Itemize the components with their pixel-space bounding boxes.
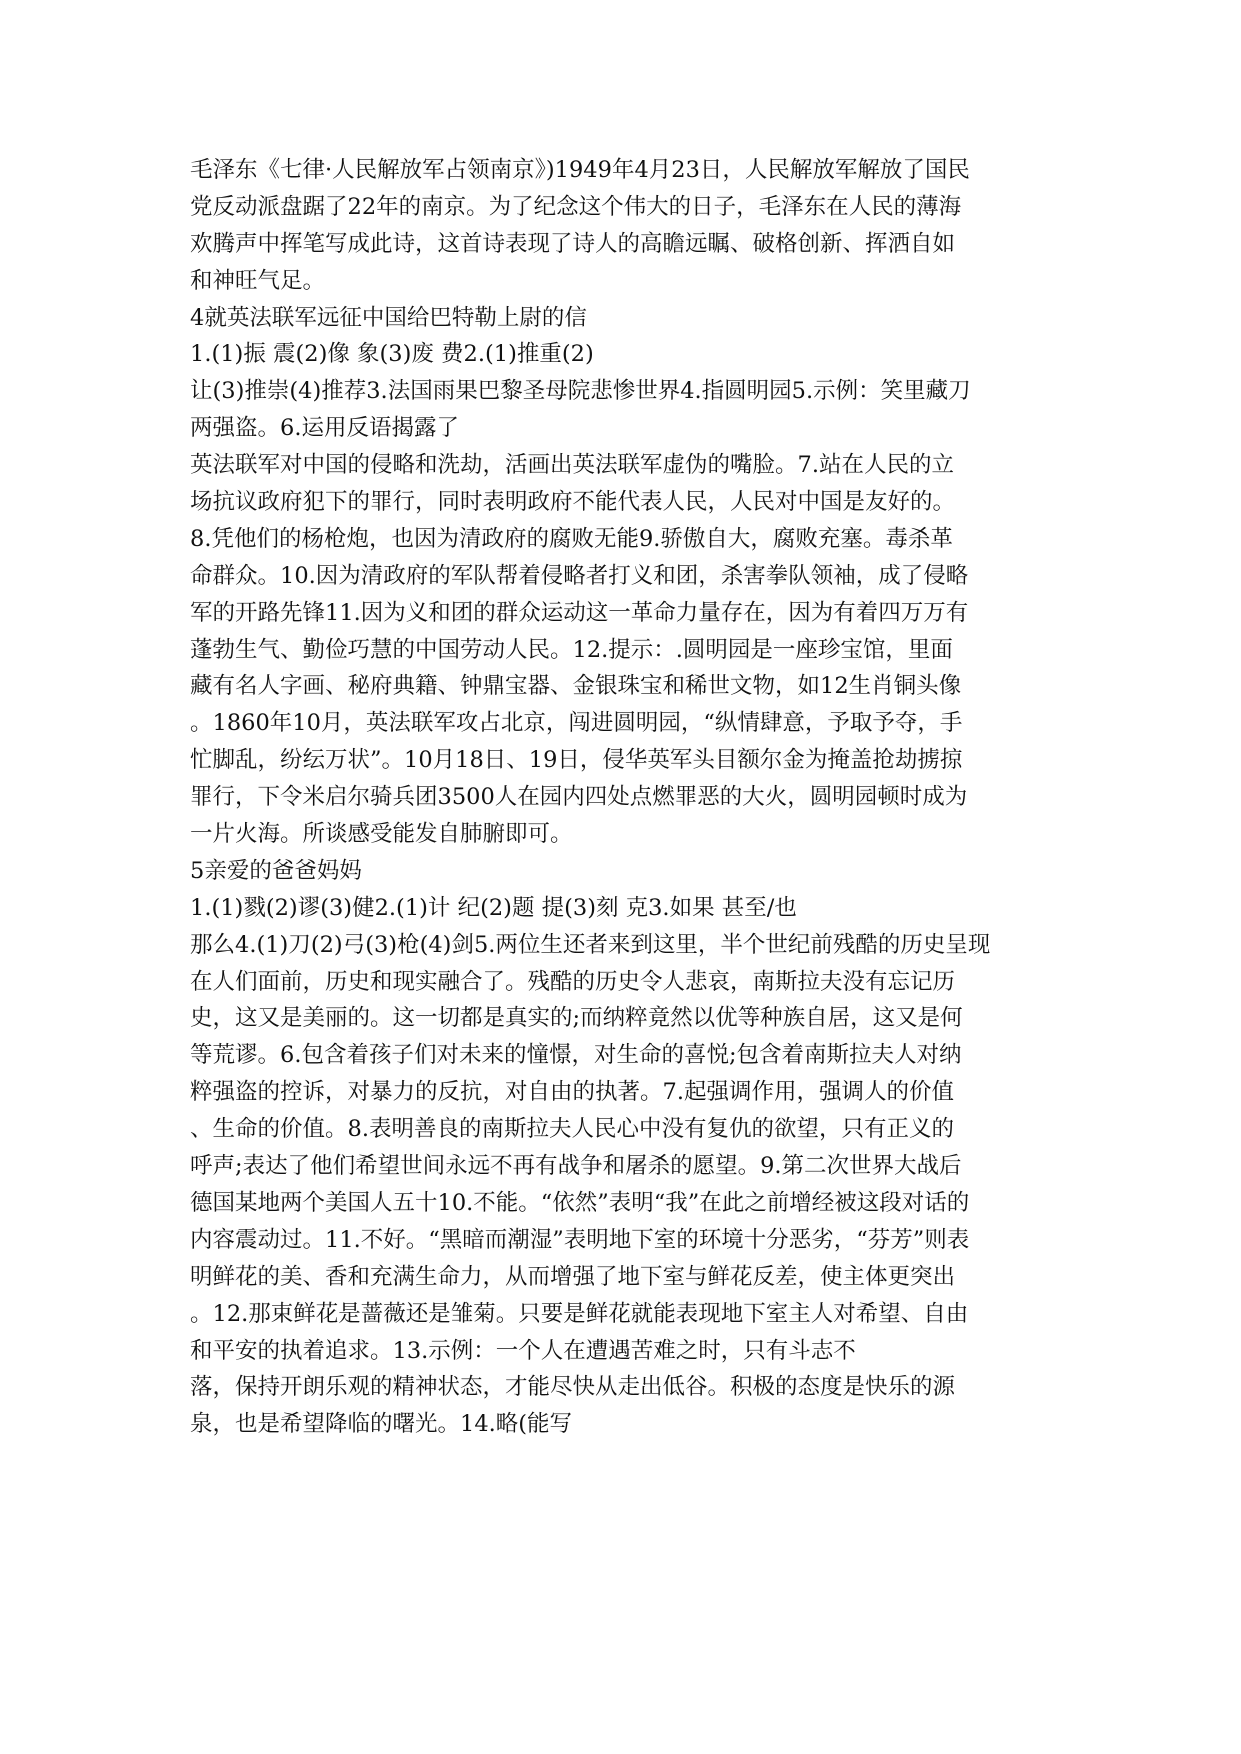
text-line: 场抗议政府犯下的罪行，同时表明政府不能代表人民，人民对中国是友好的。: [190, 489, 956, 516]
text-line: 5亲爱的爸爸妈妈: [190, 857, 362, 884]
text-line: 一片火海。所谈感受能发自肺腑即可。: [190, 821, 573, 848]
text-line: 那么4.(1)刀(2)弓(3)枪(4)剑5.两位生还者来到这里，半个世纪前残酷的历史呈现: [190, 931, 991, 958]
text-line: 和神旺气足。: [190, 267, 326, 294]
text-line: 忙脚乱，纷纭万状”。10月18日、19日，侵华英军头目额尔金为掩盖抢劫掳掠: [190, 747, 963, 774]
text-line: 8.凭他们的杨枪炮，也因为清政府的腐败无能9.骄傲自大，腐败充塞。毒杀革: [190, 525, 953, 552]
text-line: 军的开路先锋11.因为义和团的群众运动这一革命力量存在，因为有着四万万有: [190, 599, 969, 626]
text-line: 党反动派盘踞了22年的南京。为了纪念这个伟大的日子，毛泽东在人民的薄海: [190, 193, 962, 220]
text-line: 欢腾声中挥笔写成此诗，这首诗表现了诗人的高瞻远瞩、破格创新、挥洒自如: [190, 230, 956, 257]
text-line: 泉，也是希望降临的曙光。14.略(能写: [190, 1411, 573, 1438]
text-line: 和平安的执着追求。13.示例：一个人在遭遇苦难之时，只有斗志不: [190, 1337, 856, 1364]
text-line: 蓬勃生气、勤俭巧慧的中国劳动人民。12.提示：.圆明园是一座珍宝馆，里面: [190, 636, 953, 663]
text-line: 英法联军对中国的侵略和洗劫，活画出英法联军虚伪的嘴脸。7.站在人民的立: [190, 452, 954, 479]
text-line: 呼声;表达了他们希望世间永远不再有战争和屠杀的愿望。9.第二次世界大战后: [190, 1153, 962, 1180]
text-line: 、生命的价值。8.表明善良的南斯拉夫人民心中没有复仇的欲望，只有正义的: [190, 1116, 954, 1143]
text-line: 1.(1)戮(2)谬(3)健2.(1)计 纪(2)题 提(3)刻 克3.如果 甚至/也: [190, 894, 797, 921]
text-line: 在人们面前，历史和现实融合了。残酷的历史令人悲哀，南斯拉夫没有忘记历: [190, 968, 956, 995]
text-line: 罪行，下令米启尔骑兵团3500人在园内四处点燃罪恶的大火，圆明园顿时成为: [190, 784, 968, 811]
text-line: 粹强盗的控诉，对暴力的反抗，对自由的执著。7.起强调作用，强调人的价值: [190, 1079, 954, 1106]
text-line: 1.(1)振 震(2)像 象(3)废 费2.(1)推重(2): [190, 341, 594, 368]
text-line: 明鲜花的美、香和充满生命力，从而增强了地下室与鲜花反差，使主体更突出: [190, 1263, 956, 1290]
text-line: 等荒谬。6.包含着孩子们对未来的憧憬，对生命的喜悦;包含着南斯拉夫人对纳: [190, 1042, 962, 1069]
text-line: 让(3)推崇(4)推荐3.法国雨果巴黎圣母院悲惨世界4.指圆明园5.示例：笑里藏刀: [190, 378, 971, 405]
text-line: 德国某地两个美国人五十10.不能。“依然”表明“我”在此之前增经被这段对话的: [190, 1189, 970, 1216]
text-line: 4就英法联军远征中国给巴特勒上尉的信: [190, 304, 587, 331]
text-line: 藏有名人字画、秘府典籍、钟鼎宝器、金银珠宝和稀世文物，如12生肖铜头像: [190, 673, 962, 700]
document-page: [190, 152, 1080, 1443]
text-line: 两强盗。6.运用反语揭露了: [190, 415, 459, 442]
text-line: 。12.那束鲜花是蔷薇还是雏菊。只要是鲜花就能表现地下室主人对希望、自由: [190, 1300, 969, 1327]
text-line: 内容震动过。11.不好。“黑暗而潮湿”表明地下室的环境十分恶劣，“芬芳”则表: [190, 1226, 970, 1253]
text-line: 。1860年10月，英法联军攻占北京，闯进圆明园，“纵情肆意，予取予夺，手: [190, 710, 963, 737]
text-line: 史，这又是美丽的。这一切都是真实的;而纳粹竟然以优等种族自居，这又是何: [190, 1005, 963, 1032]
text-line: 命群众。10.因为清政府的军队帮着侵略者打义和团，杀害拳队领袖，成了侵略: [190, 562, 969, 589]
text-line: 毛泽东《七律·人民解放军占领南京》)1949年4月23日，人民解放军解放了国民: [190, 157, 970, 183]
text-line: 落，保持开朗乐观的精神状态，才能尽快从走出低谷。积极的态度是快乐的源: [190, 1374, 956, 1401]
